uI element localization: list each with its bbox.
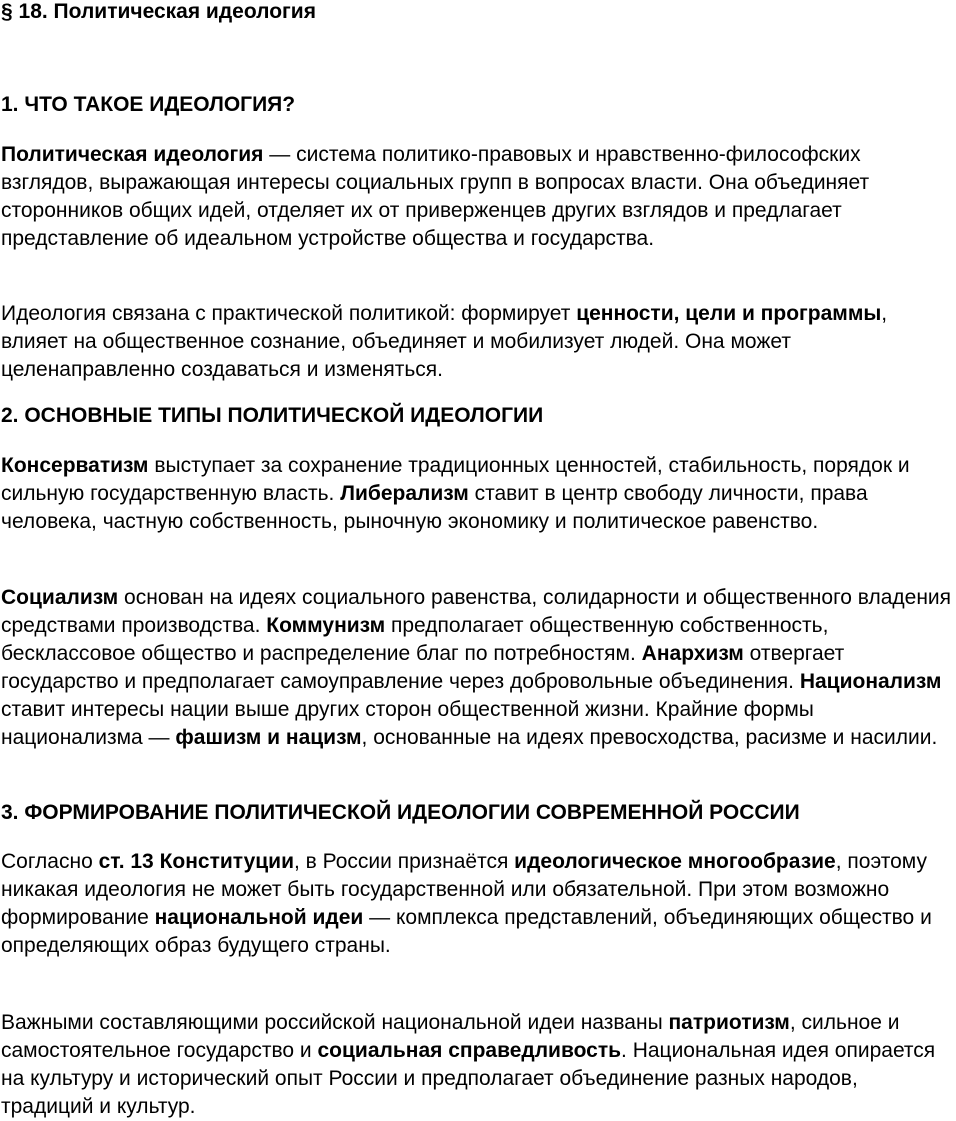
paragraph-text: , поэтому никакая идеология не может быть государственной или обязательной. При этом возможно формирование	[1, 850, 927, 929]
paragraph-text: отвергает государство и предполагает самоуправление через добровольные объединения.	[1, 642, 845, 693]
term-nationalism: Национализм	[799, 670, 942, 693]
paragraph-text: , сильное и самостоятельное государство и	[1, 1011, 900, 1062]
paragraph-text: ставит в центр свободу личности, права человека, частную собственность, рыночную экономику и политическое равенство.	[1, 482, 868, 533]
section-heading-2: 2. ОСНОВНЫЕ ТИПЫ ПОЛИТИЧЕСКОЙ ИДЕОЛОГИИ	[1, 404, 544, 427]
paragraph-text: предполагает общественную собственность, бесклассовое общество и распределение благ по потребностям.	[1, 614, 829, 665]
term-values-goals-programs: ценности, цели и программы	[576, 302, 882, 325]
paragraph-national-idea-components	[1, 1009, 956, 1121]
paragraph-text: , в России признаётся	[294, 850, 515, 873]
paragraph-text: . Национальная идея опирается на культуру и исторический опыт России и предполагает объединение разных народов, традиций и культур.	[1, 1039, 936, 1118]
section-heading-3: 3. ФОРМИРОВАНИЕ ПОЛИТИЧЕСКОЙ ИДЕОЛОГИИ СОВРЕМЕННОЙ РОССИИ	[1, 801, 800, 824]
page-title: § 18. Политическая идеология	[1, 0, 316, 23]
paragraph-conservatism-liberalism	[1, 452, 956, 536]
paragraph-text: , основанные на идеях превосходства, расизме и насилии.	[361, 726, 938, 749]
paragraph-ideology-practice	[1, 300, 956, 384]
term-article-13: ст. 13 Конституции	[98, 850, 294, 873]
term-conservatism: Консерватизм	[1, 454, 149, 477]
term-patriotism: патриотизм	[668, 1011, 790, 1034]
section-heading-1: 1. ЧТО ТАКОЕ ИДЕОЛОГИЯ?	[1, 93, 296, 116]
term-fascism-nazism: фашизм и нацизм	[175, 726, 362, 749]
term-anarchism: Анархизм	[641, 642, 744, 665]
paragraph-other-ideologies	[1, 584, 956, 752]
term-national-idea: национальной идеи	[154, 906, 364, 929]
term-social-justice: социальная справедливость	[317, 1039, 622, 1062]
term-socialism: Социализм	[1, 586, 119, 609]
paragraph-definition	[1, 141, 956, 253]
paragraph-text: , влияет на общественное сознание, объединяет и мобилизует людей. Она может целенаправленно создаваться и изменяться.	[1, 302, 888, 381]
paragraph-text: — комплекса представлений, объединяющих общество и определяющих образ будущего страны.	[1, 906, 932, 957]
paragraph-text: Важными составляющими российской национальной идеи названы	[1, 1011, 669, 1034]
term-liberalism: Либерализм	[340, 482, 469, 505]
term-ideological-diversity: идеологическое многообразие	[514, 850, 836, 873]
term-communism: Коммунизм	[266, 614, 386, 637]
paragraph-text: ставит интересы нации выше других сторон общественной жизни. Крайние формы национализма —	[1, 698, 814, 749]
paragraph-constitution	[1, 848, 956, 960]
paragraph-text: — система политико-правовых и нравственно-философских взглядов, выражающая интересы социальных групп в вопросах власти. Она объединяет сторонников общих идей, отделяет их от приверженцев других взглядов и предлагает представление об идеальном устройстве общества и государства.	[1, 143, 870, 250]
term-political-ideology: Политическая идеология	[1, 143, 264, 166]
paragraph-text: Согласно	[1, 850, 99, 873]
paragraph-text: основан на идеях социального равенства, солидарности и общественного владения средствами производства.	[1, 586, 952, 637]
paragraph-text: Идеология связана с практической политикой: формирует	[1, 302, 577, 325]
paragraph-text: выступает за сохранение традиционных ценностей, стабильность, порядок и сильную государственную власть.	[1, 454, 910, 505]
